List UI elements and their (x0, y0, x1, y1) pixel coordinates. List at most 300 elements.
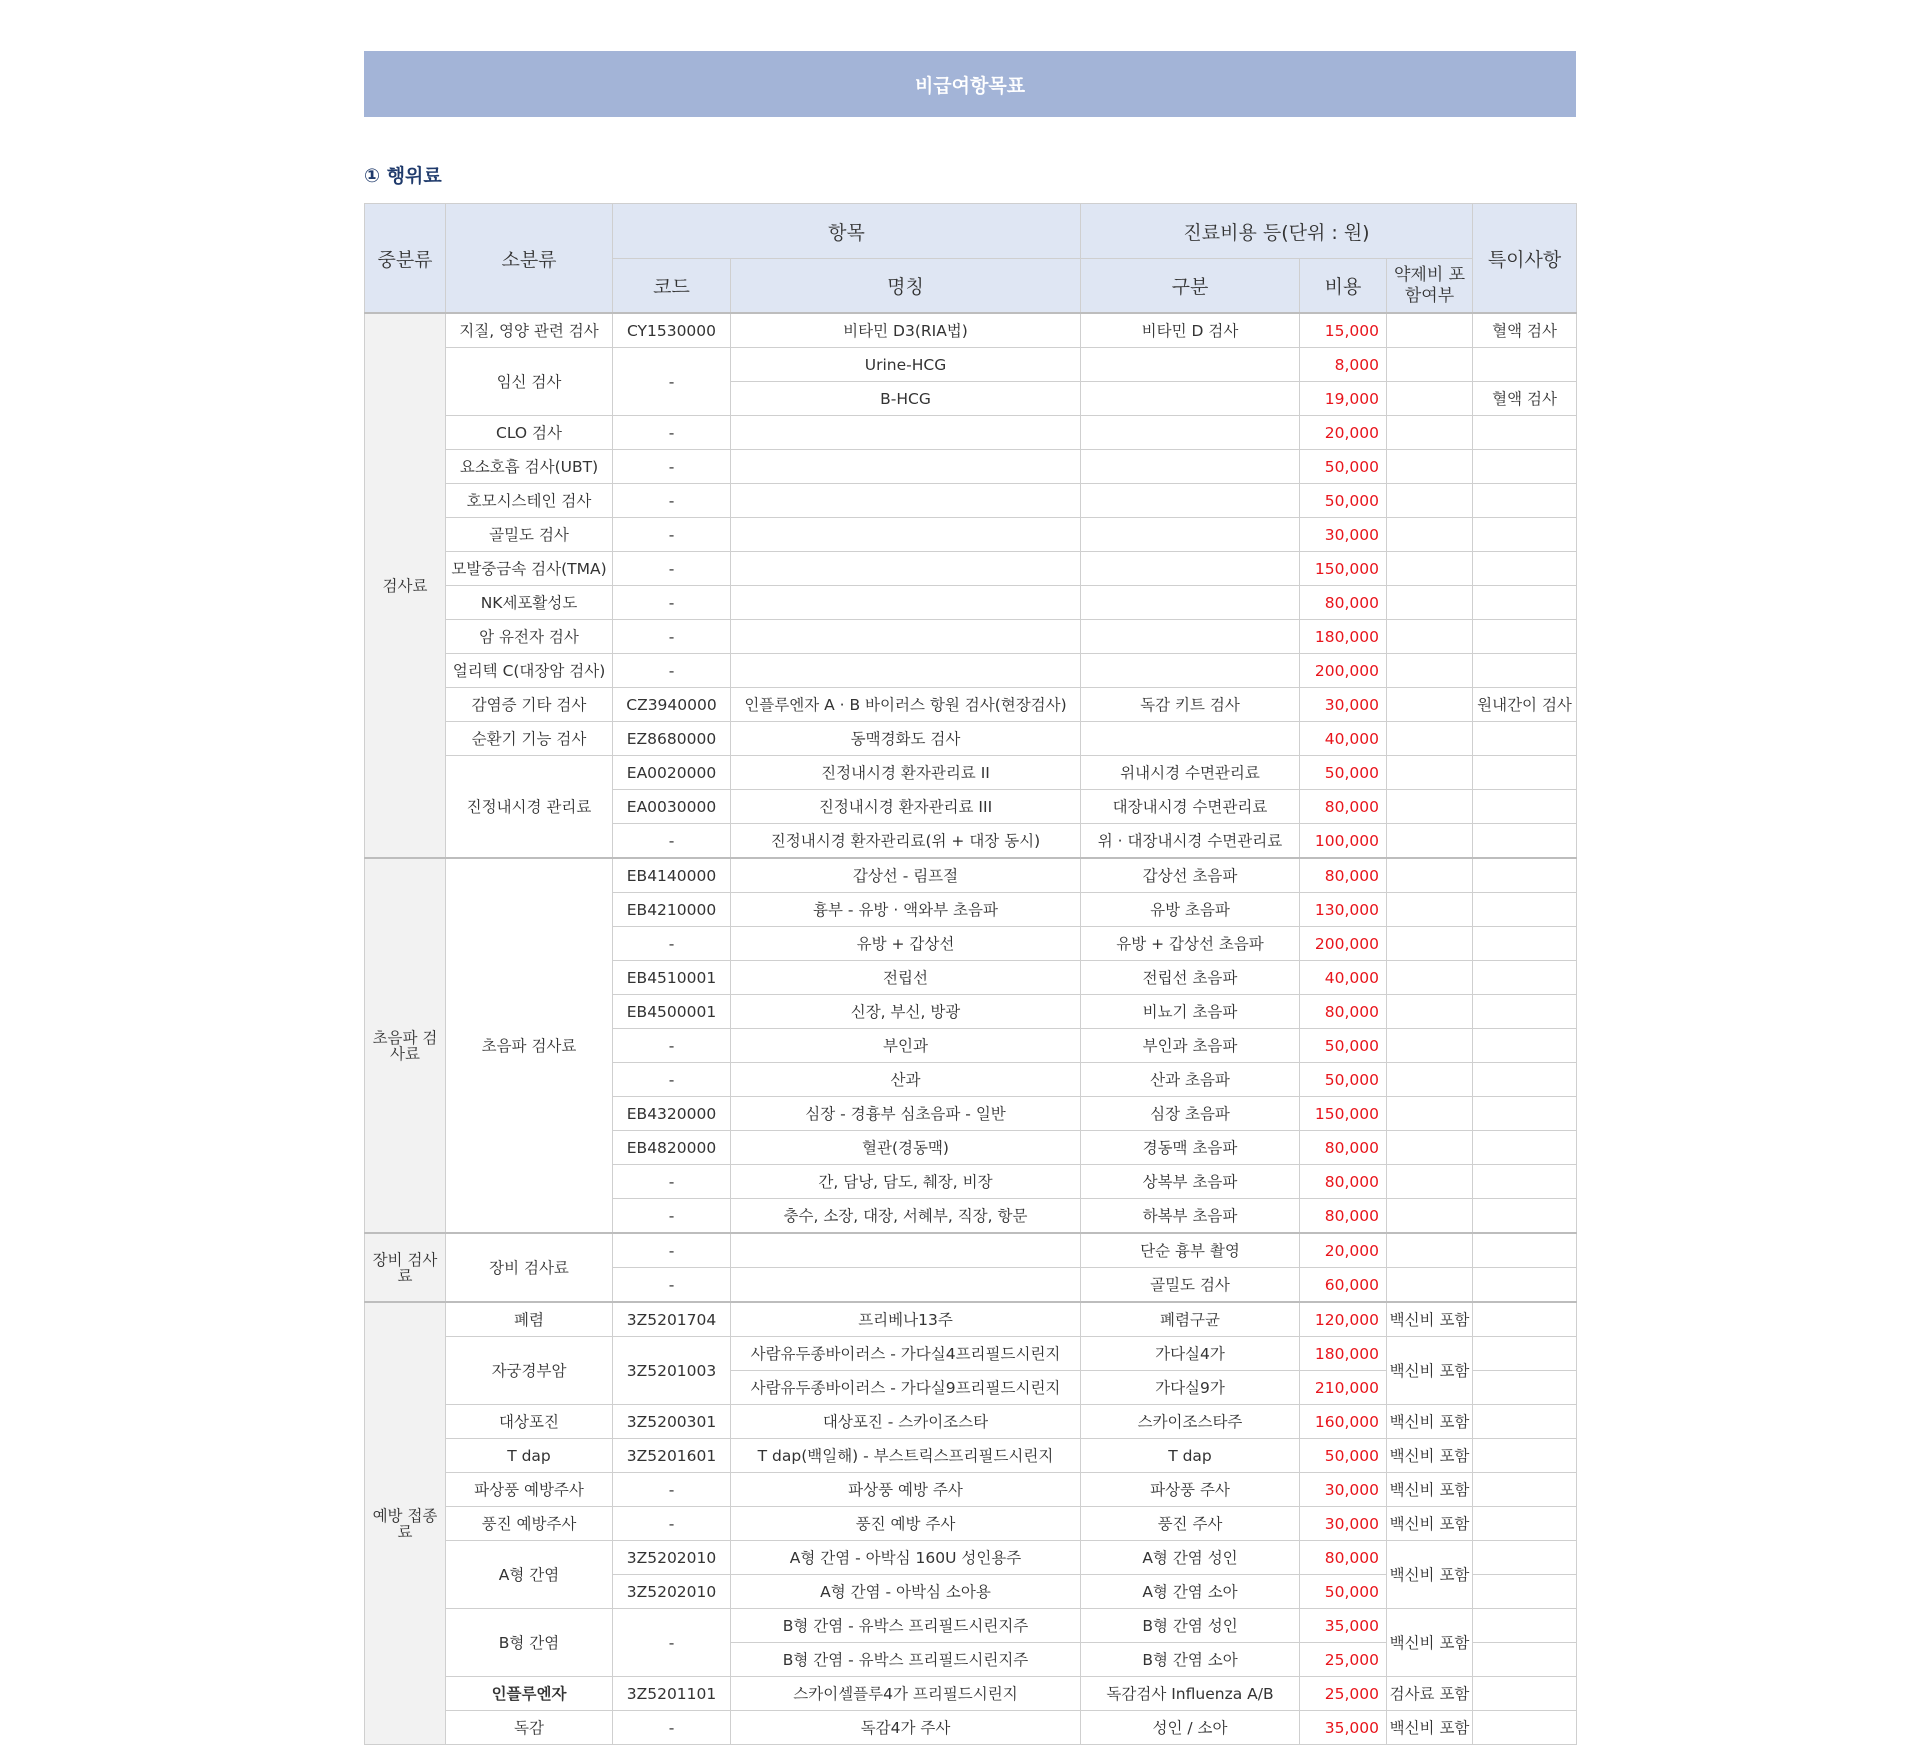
cost-cell: 40,000 (1300, 722, 1387, 756)
note-cell (1473, 450, 1577, 484)
drug-cell (1387, 348, 1473, 382)
kind-cell (1081, 348, 1300, 382)
cost-cell: 40,000 (1300, 961, 1387, 995)
kind-cell (1081, 654, 1300, 688)
code-cell: EB4820000 (613, 1131, 731, 1165)
cost-cell: 80,000 (1300, 790, 1387, 824)
kind-cell: T dap (1081, 1439, 1300, 1473)
code-cell: - (613, 1268, 731, 1303)
name-cell: 독감4가 주사 (731, 1711, 1081, 1745)
drug-cell: 백신비 포함 (1387, 1405, 1473, 1439)
cost-cell: 35,000 (1300, 1711, 1387, 1745)
name-cell: 풍진 예방 주사 (731, 1507, 1081, 1541)
code-cell: - (613, 1507, 731, 1541)
name-cell: 비타민 D3(RIA법) (731, 313, 1081, 348)
cost-cell: 50,000 (1300, 1439, 1387, 1473)
code-cell: EZ8680000 (613, 722, 731, 756)
kind-cell: 독감 키트 검사 (1081, 688, 1300, 722)
table-row (365, 1677, 1577, 1711)
drug-cell (1387, 756, 1473, 790)
drug-cell (1387, 790, 1473, 824)
header-item: 항목 (613, 204, 1081, 259)
kind-cell (1081, 586, 1300, 620)
note-cell (1473, 995, 1577, 1029)
name-cell: 사람유두종바이러스 - 가다실9프리필드시린지 (731, 1371, 1081, 1405)
table-row (365, 1233, 1577, 1268)
kind-cell: 경동맥 초음파 (1081, 1131, 1300, 1165)
code-cell: - (613, 824, 731, 859)
drug-cell: 백신비 포함 (1387, 1302, 1473, 1337)
name-cell: B-HCG (731, 382, 1081, 416)
cost-cell: 50,000 (1300, 1063, 1387, 1097)
drug-cell (1387, 858, 1473, 893)
cost-cell: 160,000 (1300, 1405, 1387, 1439)
code-cell: - (613, 552, 731, 586)
table-row (365, 654, 1577, 688)
note-cell: 혈액 검사 (1473, 313, 1577, 348)
cost-cell: 100,000 (1300, 824, 1387, 859)
note-cell: 원내간이 검사 (1473, 688, 1577, 722)
cost-cell: 150,000 (1300, 552, 1387, 586)
name-cell: 인플루엔자 A · B 바이러스 항원 검사(현장검사) (731, 688, 1081, 722)
table-row (365, 1405, 1577, 1439)
table-row (365, 858, 1577, 893)
code-cell: - (613, 927, 731, 961)
drug-cell: 백신비 포함 (1387, 1711, 1473, 1745)
name-cell: 사람유두종바이러스 - 가다실4프리필드시린지 (731, 1337, 1081, 1371)
drug-cell (1387, 1097, 1473, 1131)
drug-cell (1387, 1165, 1473, 1199)
note-cell (1473, 961, 1577, 995)
drug-cell (1387, 416, 1473, 450)
code-cell: 3Z5201003 (613, 1337, 731, 1405)
note-cell (1473, 1063, 1577, 1097)
name-cell (731, 586, 1081, 620)
note-cell (1473, 1507, 1577, 1541)
note-cell (1473, 484, 1577, 518)
kind-cell: 성인 / 소아 (1081, 1711, 1300, 1745)
code-cell: EA0030000 (613, 790, 731, 824)
name-cell: 심장 - 경흉부 심초음파 - 일반 (731, 1097, 1081, 1131)
drug-cell (1387, 484, 1473, 518)
cost-cell: 25,000 (1300, 1643, 1387, 1677)
code-cell: - (613, 620, 731, 654)
header-kind: 구분 (1081, 259, 1300, 314)
header-mid: 중분류 (365, 204, 446, 314)
cost-cell: 130,000 (1300, 893, 1387, 927)
drug-cell: 백신비 포함 (1387, 1609, 1473, 1677)
drug-cell (1387, 927, 1473, 961)
sub-category: 임신 검사 (446, 348, 613, 416)
drug-cell (1387, 1131, 1473, 1165)
name-cell: B형 간염 - 유박스 프리필드시린지주 (731, 1609, 1081, 1643)
cost-cell: 200,000 (1300, 654, 1387, 688)
name-cell: 충수, 소장, 대장, 서혜부, 직장, 항문 (731, 1199, 1081, 1234)
code-cell: - (613, 1199, 731, 1234)
table-row (365, 1609, 1577, 1643)
cost-cell: 80,000 (1300, 1541, 1387, 1575)
table-row (365, 1439, 1577, 1473)
note-cell (1473, 1677, 1577, 1711)
sub-category: 파상풍 예방주사 (446, 1473, 613, 1507)
cost-cell: 19,000 (1300, 382, 1387, 416)
note-cell (1473, 1439, 1577, 1473)
note-cell (1473, 1097, 1577, 1131)
code-cell: 3Z5200301 (613, 1405, 731, 1439)
kind-cell: 심장 초음파 (1081, 1097, 1300, 1131)
kind-cell: 가다실4가 (1081, 1337, 1300, 1371)
name-cell (731, 484, 1081, 518)
code-cell: - (613, 654, 731, 688)
drug-cell: 백신비 포함 (1387, 1541, 1473, 1609)
note-cell (1473, 1541, 1577, 1575)
kind-cell (1081, 518, 1300, 552)
sub-category: 암 유전자 검사 (446, 620, 613, 654)
code-cell: EA0020000 (613, 756, 731, 790)
drug-cell (1387, 620, 1473, 654)
cost-cell: 80,000 (1300, 858, 1387, 893)
note-cell (1473, 756, 1577, 790)
note-cell (1473, 348, 1577, 382)
name-cell (731, 620, 1081, 654)
note-cell (1473, 1371, 1577, 1405)
cost-cell: 30,000 (1300, 688, 1387, 722)
kind-cell: 위내시경 수면관리료 (1081, 756, 1300, 790)
kind-cell: 유방 초음파 (1081, 893, 1300, 927)
cost-cell: 60,000 (1300, 1268, 1387, 1303)
code-cell: - (613, 1473, 731, 1507)
note-cell (1473, 790, 1577, 824)
table-row (365, 416, 1577, 450)
name-cell: 진정내시경 환자관리료 III (731, 790, 1081, 824)
drug-cell: 백신비 포함 (1387, 1473, 1473, 1507)
code-cell: 3Z5202010 (613, 1541, 731, 1575)
sub-category: CLO 검사 (446, 416, 613, 450)
sub-category: 감염증 기타 검사 (446, 688, 613, 722)
name-cell: 스카이셀플루4가 프리필드시린지 (731, 1677, 1081, 1711)
mid-category: 장비 검사료 (365, 1233, 446, 1302)
section-title: ① 행위료 (364, 164, 442, 187)
table-row (365, 1711, 1577, 1745)
table-row (365, 348, 1577, 382)
cost-cell: 80,000 (1300, 1131, 1387, 1165)
note-cell (1473, 1302, 1577, 1337)
sub-category: 모발중금속 검사(TMA) (446, 552, 613, 586)
header-cost: 비용 (1300, 259, 1387, 314)
header-drug: 약제비 포함여부 (1387, 259, 1473, 314)
name-cell: 파상풍 예방 주사 (731, 1473, 1081, 1507)
cost-cell: 30,000 (1300, 1507, 1387, 1541)
note-cell (1473, 1405, 1577, 1439)
cost-cell: 8,000 (1300, 348, 1387, 382)
table-row (365, 484, 1577, 518)
name-cell: 진정내시경 환자관리료 II (731, 756, 1081, 790)
code-cell: 3Z5201601 (613, 1439, 731, 1473)
name-cell: T dap(백일해) - 부스트릭스프리필드시린지 (731, 1439, 1081, 1473)
code-cell: 3Z5201704 (613, 1302, 731, 1337)
sub-category: B형 간염 (446, 1609, 613, 1677)
table-row (365, 313, 1577, 348)
cost-cell: 80,000 (1300, 995, 1387, 1029)
drug-cell (1387, 518, 1473, 552)
sub-category: 풍진 예방주사 (446, 1507, 613, 1541)
code-cell: EB4210000 (613, 893, 731, 927)
note-cell (1473, 824, 1577, 859)
name-cell: 혈관(경동맥) (731, 1131, 1081, 1165)
drug-cell (1387, 450, 1473, 484)
group-equipment (365, 1233, 1577, 1302)
note-cell (1473, 416, 1577, 450)
note-cell (1473, 1337, 1577, 1371)
note-cell (1473, 518, 1577, 552)
group-ultrasound (365, 858, 1577, 1233)
mid-category: 검사료 (365, 313, 446, 858)
name-cell: 전립선 (731, 961, 1081, 995)
note-cell (1473, 1233, 1577, 1268)
cost-cell: 50,000 (1300, 1575, 1387, 1609)
note-cell (1473, 552, 1577, 586)
sub-category: 골밀도 검사 (446, 518, 613, 552)
name-cell (731, 1268, 1081, 1303)
mid-category: 예방 접종료 (365, 1302, 446, 1745)
note-cell (1473, 1268, 1577, 1303)
header-note: 특이사항 (1473, 204, 1577, 314)
note-cell (1473, 1029, 1577, 1063)
name-cell: 프리베나13주 (731, 1302, 1081, 1337)
code-cell: - (613, 1029, 731, 1063)
sub-category: 얼리텍 C(대장암 검사) (446, 654, 613, 688)
cost-cell: 80,000 (1300, 586, 1387, 620)
drug-cell (1387, 1268, 1473, 1303)
code-cell: - (613, 586, 731, 620)
note-cell (1473, 654, 1577, 688)
drug-cell (1387, 1029, 1473, 1063)
fee-table (364, 203, 1577, 1745)
name-cell: 진정내시경 환자관리료(위 + 대장 동시) (731, 824, 1081, 859)
kind-cell: 하복부 초음파 (1081, 1199, 1300, 1234)
cost-cell: 80,000 (1300, 1165, 1387, 1199)
code-cell: - (613, 518, 731, 552)
kind-cell: 위 · 대장내시경 수면관리료 (1081, 824, 1300, 859)
code-cell: EB4500001 (613, 995, 731, 1029)
kind-cell: 폐렴구균 (1081, 1302, 1300, 1337)
table-row (365, 1507, 1577, 1541)
drug-cell (1387, 893, 1473, 927)
name-cell (731, 450, 1081, 484)
drug-cell (1387, 654, 1473, 688)
kind-cell: B형 간염 성인 (1081, 1609, 1300, 1643)
cost-cell: 200,000 (1300, 927, 1387, 961)
sub-category: 인플루엔자 (446, 1677, 613, 1711)
header-sub: 소분류 (446, 204, 613, 314)
code-cell: CY1530000 (613, 313, 731, 348)
sub-category: 요소호흡 검사(UBT) (446, 450, 613, 484)
name-cell: 갑상선 - 림프절 (731, 858, 1081, 893)
kind-cell: 유방 + 갑상선 초음파 (1081, 927, 1300, 961)
name-cell: 흉부 - 유방 · 액와부 초음파 (731, 893, 1081, 927)
note-cell (1473, 1199, 1577, 1234)
cost-cell: 120,000 (1300, 1302, 1387, 1337)
cost-cell: 20,000 (1300, 416, 1387, 450)
kind-cell: A형 간염 성인 (1081, 1541, 1300, 1575)
sub-category: 독감 (446, 1711, 613, 1745)
table-row (365, 1337, 1577, 1371)
code-cell: - (613, 484, 731, 518)
drug-cell (1387, 586, 1473, 620)
table-row (365, 756, 1577, 790)
table-row (365, 688, 1577, 722)
drug-cell: 검사료 포함 (1387, 1677, 1473, 1711)
kind-cell (1081, 416, 1300, 450)
table-row (365, 1302, 1577, 1337)
sub-category: 대상포진 (446, 1405, 613, 1439)
kind-cell: B형 간염 소아 (1081, 1643, 1300, 1677)
kind-cell (1081, 552, 1300, 586)
cost-cell: 50,000 (1300, 756, 1387, 790)
code-cell: EB4510001 (613, 961, 731, 995)
kind-cell: 독감검사 Influenza A/B (1081, 1677, 1300, 1711)
cost-cell: 180,000 (1300, 620, 1387, 654)
cost-cell: 15,000 (1300, 313, 1387, 348)
note-cell (1473, 858, 1577, 893)
page-title-banner (364, 51, 1576, 117)
name-cell: B형 간염 - 유박스 프리필드시린지주 (731, 1643, 1081, 1677)
note-cell (1473, 1711, 1577, 1745)
table-row (365, 1473, 1577, 1507)
note-cell (1473, 1575, 1577, 1609)
name-cell (731, 552, 1081, 586)
kind-cell: 전립선 초음파 (1081, 961, 1300, 995)
kind-cell (1081, 722, 1300, 756)
drug-cell (1387, 382, 1473, 416)
sub-category: 장비 검사료 (446, 1233, 613, 1302)
note-cell: 혈액 검사 (1473, 382, 1577, 416)
drug-cell: 백신비 포함 (1387, 1507, 1473, 1541)
cost-cell: 35,000 (1300, 1609, 1387, 1643)
sub-category: 순환기 기능 검사 (446, 722, 613, 756)
code-cell: EB4320000 (613, 1097, 731, 1131)
name-cell: 산과 (731, 1063, 1081, 1097)
code-cell: - (613, 450, 731, 484)
name-cell (731, 654, 1081, 688)
code-cell: - (613, 1609, 731, 1677)
code-cell: - (613, 416, 731, 450)
code-cell: - (613, 1711, 731, 1745)
note-cell (1473, 1473, 1577, 1507)
sub-category: 자궁경부암 (446, 1337, 613, 1405)
drug-cell (1387, 1199, 1473, 1234)
name-cell (731, 416, 1081, 450)
kind-cell (1081, 382, 1300, 416)
kind-cell (1081, 450, 1300, 484)
name-cell: 부인과 (731, 1029, 1081, 1063)
kind-cell: 단순 흉부 촬영 (1081, 1233, 1300, 1268)
kind-cell: 풍진 주사 (1081, 1507, 1300, 1541)
group-vaccination (365, 1302, 1577, 1745)
name-cell: 동맥경화도 검사 (731, 722, 1081, 756)
name-cell: 대상포진 - 스카이조스타 (731, 1405, 1081, 1439)
group-tests (365, 313, 1577, 858)
kind-cell: 상복부 초음파 (1081, 1165, 1300, 1199)
cost-cell: 210,000 (1300, 1371, 1387, 1405)
cost-cell: 50,000 (1300, 484, 1387, 518)
drug-cell (1387, 961, 1473, 995)
table-row (365, 586, 1577, 620)
drug-cell (1387, 1233, 1473, 1268)
sub-category: 초음파 검사료 (446, 858, 613, 1233)
note-cell (1473, 1131, 1577, 1165)
sub-category: A형 간염 (446, 1541, 613, 1609)
name-cell (731, 518, 1081, 552)
drug-cell: 백신비 포함 (1387, 1337, 1473, 1405)
kind-cell: A형 간염 소아 (1081, 1575, 1300, 1609)
kind-cell: 비뇨기 초음파 (1081, 995, 1300, 1029)
kind-cell: 가다실9가 (1081, 1371, 1300, 1405)
drug-cell (1387, 552, 1473, 586)
table-row (365, 552, 1577, 586)
header-code: 코드 (613, 259, 731, 314)
table-row (365, 620, 1577, 654)
kind-cell: 파상풍 주사 (1081, 1473, 1300, 1507)
code-cell: - (613, 1233, 731, 1268)
note-cell (1473, 620, 1577, 654)
name-cell: 신장, 부신, 방광 (731, 995, 1081, 1029)
cost-cell: 80,000 (1300, 1199, 1387, 1234)
drug-cell (1387, 824, 1473, 859)
note-cell (1473, 927, 1577, 961)
drug-cell (1387, 688, 1473, 722)
kind-cell: 대장내시경 수면관리료 (1081, 790, 1300, 824)
cost-cell: 25,000 (1300, 1677, 1387, 1711)
kind-cell: 골밀도 검사 (1081, 1268, 1300, 1303)
code-cell: 3Z5201101 (613, 1677, 731, 1711)
name-cell: 유방 + 갑상선 (731, 927, 1081, 961)
code-cell: 3Z5202010 (613, 1575, 731, 1609)
drug-cell (1387, 313, 1473, 348)
table-row (365, 518, 1577, 552)
sub-category: 진정내시경 관리료 (446, 756, 613, 859)
page-title: 비급여항목표 (914, 74, 1026, 97)
kind-cell: 갑상선 초음파 (1081, 858, 1300, 893)
kind-cell: 비타민 D 검사 (1081, 313, 1300, 348)
code-cell: CZ3940000 (613, 688, 731, 722)
table-row (365, 722, 1577, 756)
kind-cell: 산과 초음파 (1081, 1063, 1300, 1097)
kind-cell: 스카이조스타주 (1081, 1405, 1300, 1439)
sub-category: 폐렴 (446, 1302, 613, 1337)
note-cell (1473, 1609, 1577, 1643)
cost-cell: 50,000 (1300, 450, 1387, 484)
name-cell: A형 간염 - 아박심 160U 성인용주 (731, 1541, 1081, 1575)
name-cell: 간, 담낭, 담도, 췌장, 비장 (731, 1165, 1081, 1199)
mid-category: 초음파 검사료 (365, 858, 446, 1233)
cost-cell: 30,000 (1300, 1473, 1387, 1507)
drug-cell (1387, 722, 1473, 756)
drug-cell: 백신비 포함 (1387, 1439, 1473, 1473)
sub-category: 지질, 영양 관련 검사 (446, 313, 613, 348)
name-cell: Urine-HCG (731, 348, 1081, 382)
name-cell: A형 간염 - 아박심 소아용 (731, 1575, 1081, 1609)
note-cell (1473, 893, 1577, 927)
drug-cell (1387, 1063, 1473, 1097)
table-row (365, 1541, 1577, 1575)
cost-cell: 20,000 (1300, 1233, 1387, 1268)
sub-category: 호모시스테인 검사 (446, 484, 613, 518)
cost-cell: 150,000 (1300, 1097, 1387, 1131)
cost-cell: 50,000 (1300, 1029, 1387, 1063)
cost-cell: 30,000 (1300, 518, 1387, 552)
header-cost-group: 진료비용 등(단위 : 원) (1081, 204, 1473, 259)
